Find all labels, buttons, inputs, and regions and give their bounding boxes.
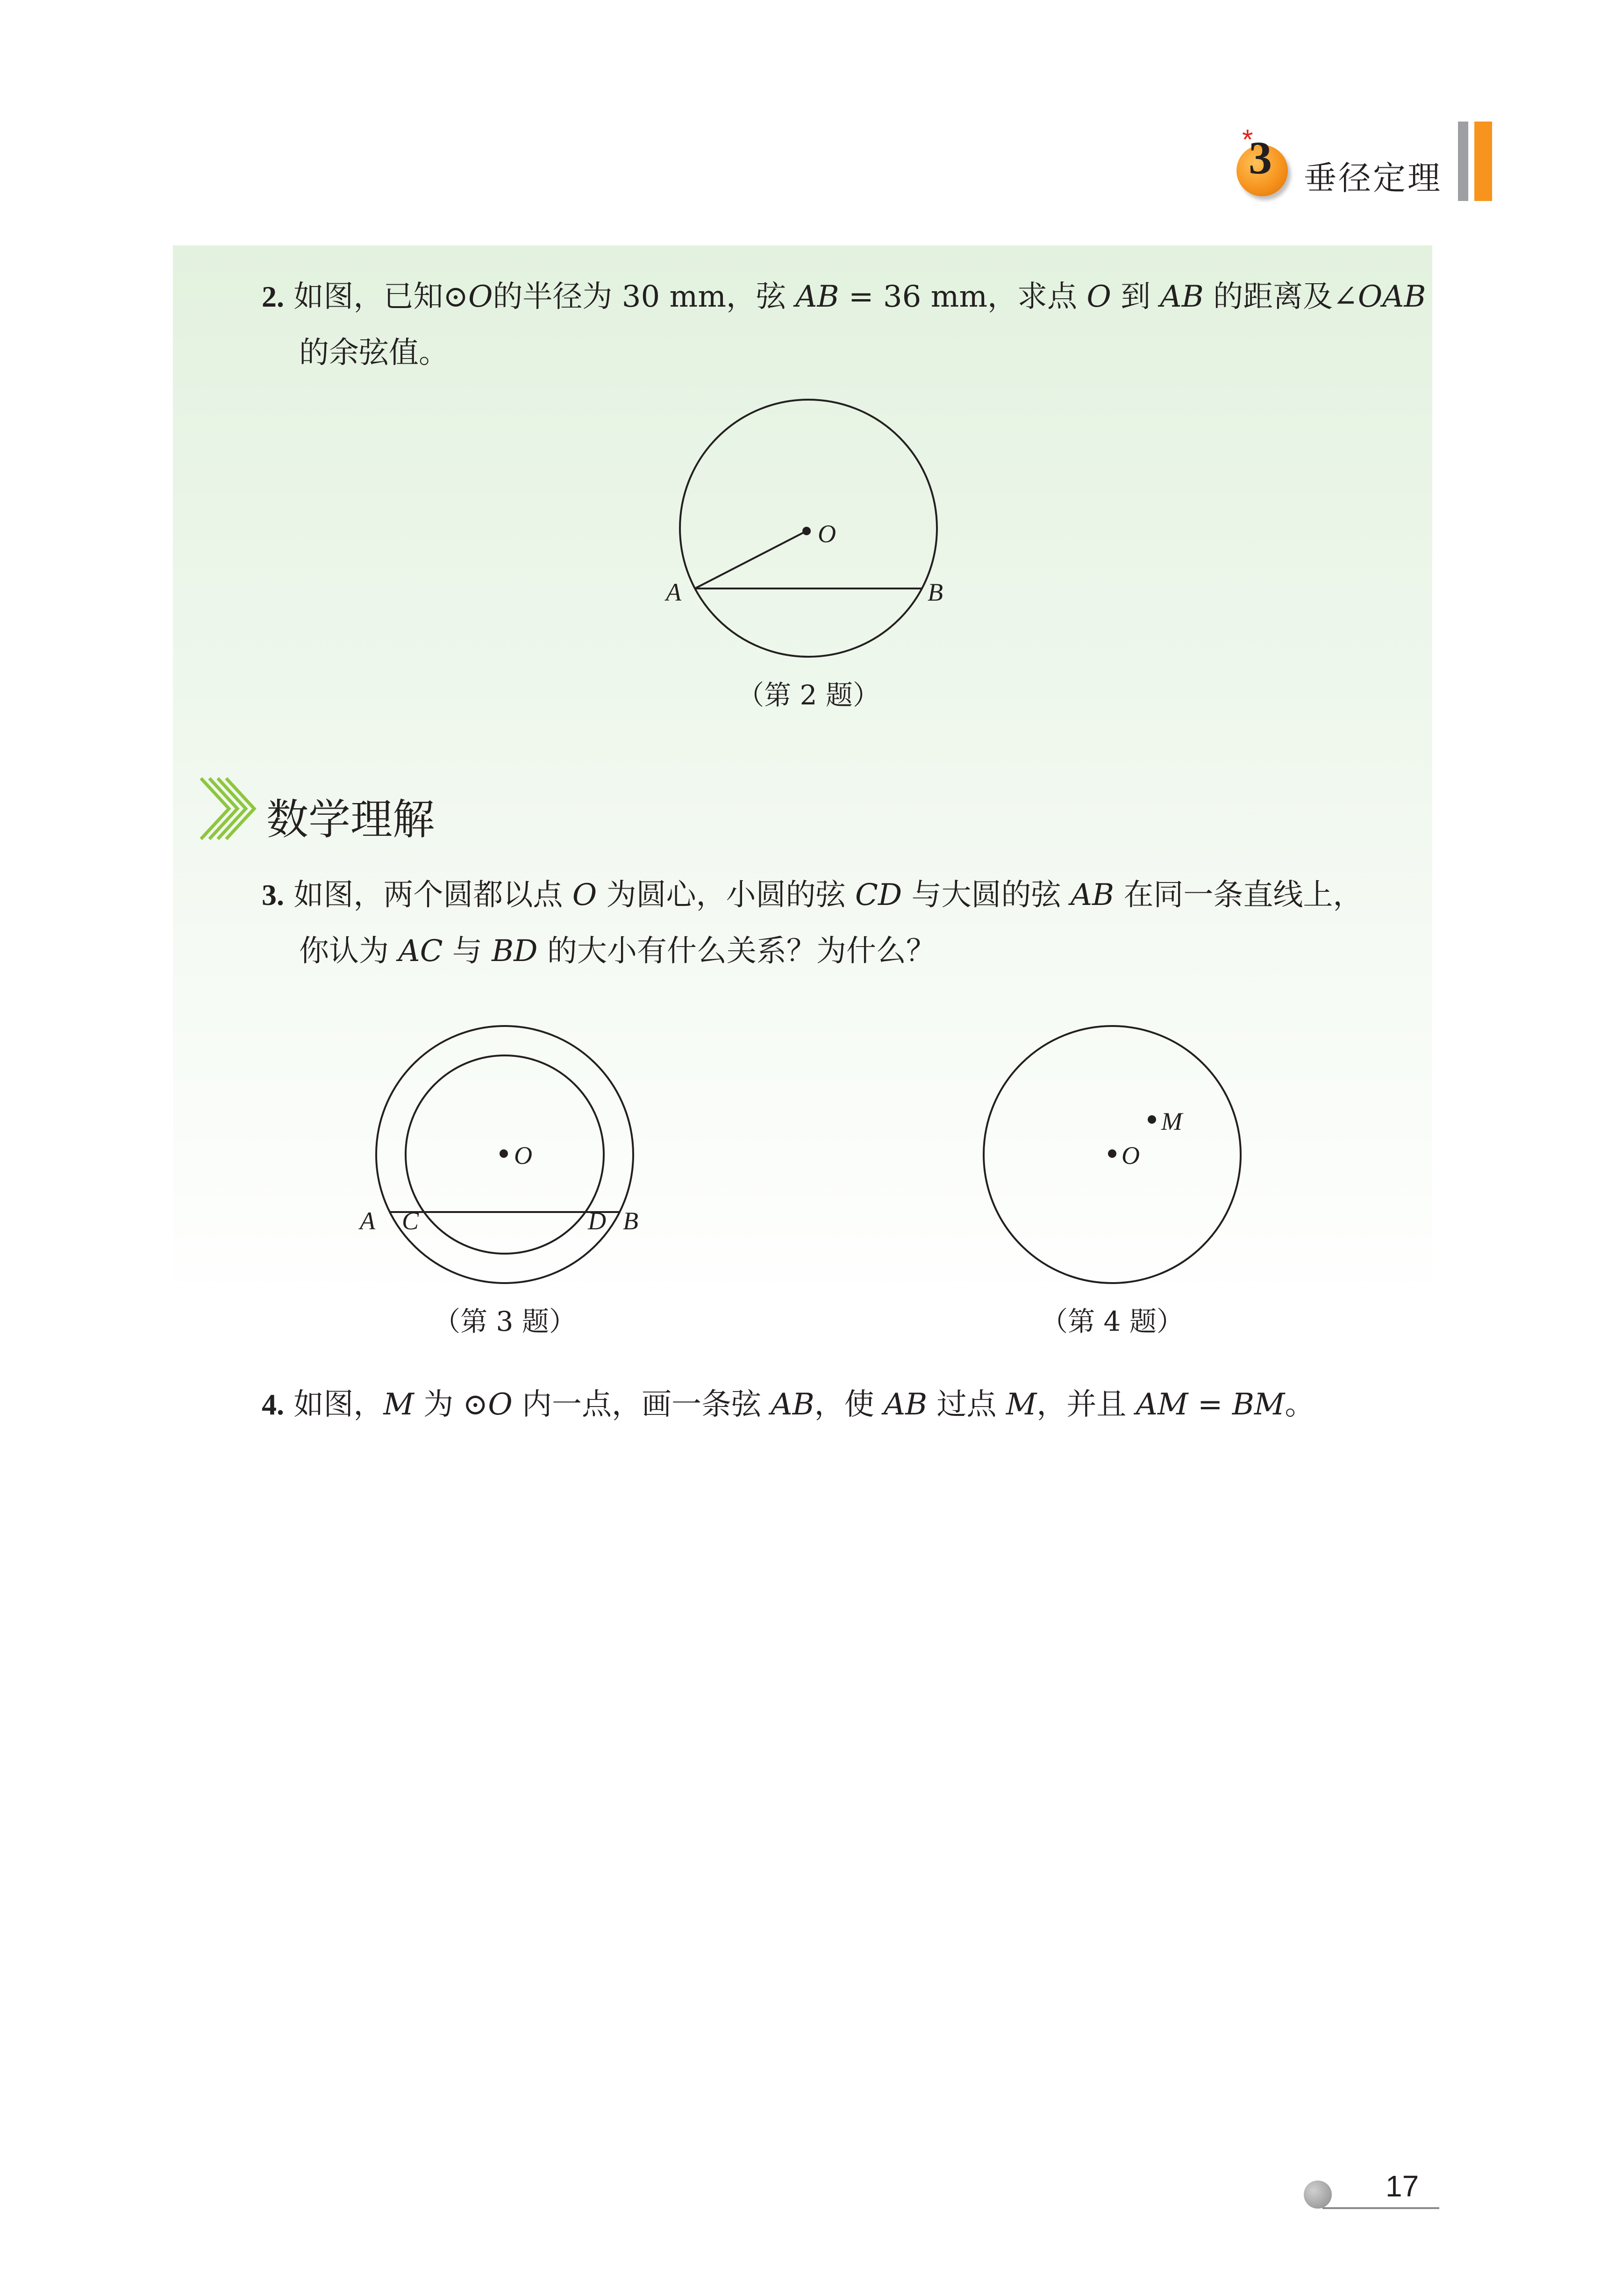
label-a: A	[360, 1207, 375, 1235]
problem-3	[262, 867, 1430, 979]
problem-2	[262, 269, 1430, 381]
radius-oa	[695, 531, 807, 588]
problem-number: 2.	[262, 280, 284, 313]
figure-3-diagram	[341, 1019, 668, 1290]
label-b: B	[623, 1207, 638, 1235]
label-o: O	[514, 1141, 532, 1170]
problem-number: 3.	[262, 878, 284, 911]
header-bar-gray	[1458, 122, 1468, 201]
problem-2-line-1: 2. 如图，已知⊙O的半径为 30 mm，弦 AB = 36 mm，求点 O 到 AB 的距离及∠OAB	[262, 280, 1426, 314]
problem-number: 4.	[262, 1388, 284, 1421]
figure-2-caption: （第 2 题）	[737, 679, 880, 711]
chapter-title: 垂径定理	[1304, 159, 1442, 197]
center-point-o	[802, 527, 811, 535]
point-m	[1148, 1115, 1156, 1124]
figure-2-diagram	[645, 388, 972, 668]
problem-3-line-2: 你认为 AC 与 BD 的大小有什么关系？为什么？	[299, 934, 936, 969]
center-point-o	[500, 1149, 508, 1158]
problem-2-line-2: 的余弦值。	[299, 336, 449, 370]
header-bar-orange	[1474, 122, 1492, 201]
figure-3-caption: （第 3 题）	[433, 1306, 576, 1337]
chevron-stripes-icon	[196, 771, 262, 846]
figure-4-diagram	[949, 1019, 1276, 1290]
chapter-star: *	[1242, 124, 1253, 155]
label-m: M	[1161, 1107, 1182, 1135]
page-number: 17	[1386, 2169, 1419, 2203]
section-title: 数学理解	[266, 795, 435, 844]
figure-4-caption: （第 4 题）	[1041, 1306, 1184, 1337]
problem-4: 4. 如图，M 为 ⊙O 内一点，画一条弦 AB，使 AB 过点 M，并且 AM = BM。	[262, 1387, 1315, 1422]
label-c: C	[402, 1207, 419, 1235]
center-point-o	[1108, 1149, 1116, 1158]
label-a: A	[666, 578, 681, 606]
label-o: O	[818, 520, 836, 548]
label-b: B	[928, 578, 943, 606]
label-o: O	[1122, 1141, 1140, 1170]
page-number-dot-icon	[1304, 2181, 1332, 2209]
problem-3-line-1: 3. 如图，两个圆都以点 O 为圆心，小圆的弦 CD 与大圆的弦 AB 在同一条直线上，	[262, 878, 1363, 912]
label-d: D	[588, 1207, 606, 1235]
page-number-underline	[1322, 2207, 1439, 2209]
chapter-header	[1215, 112, 1495, 206]
chapter-number: 3	[1249, 132, 1272, 184]
